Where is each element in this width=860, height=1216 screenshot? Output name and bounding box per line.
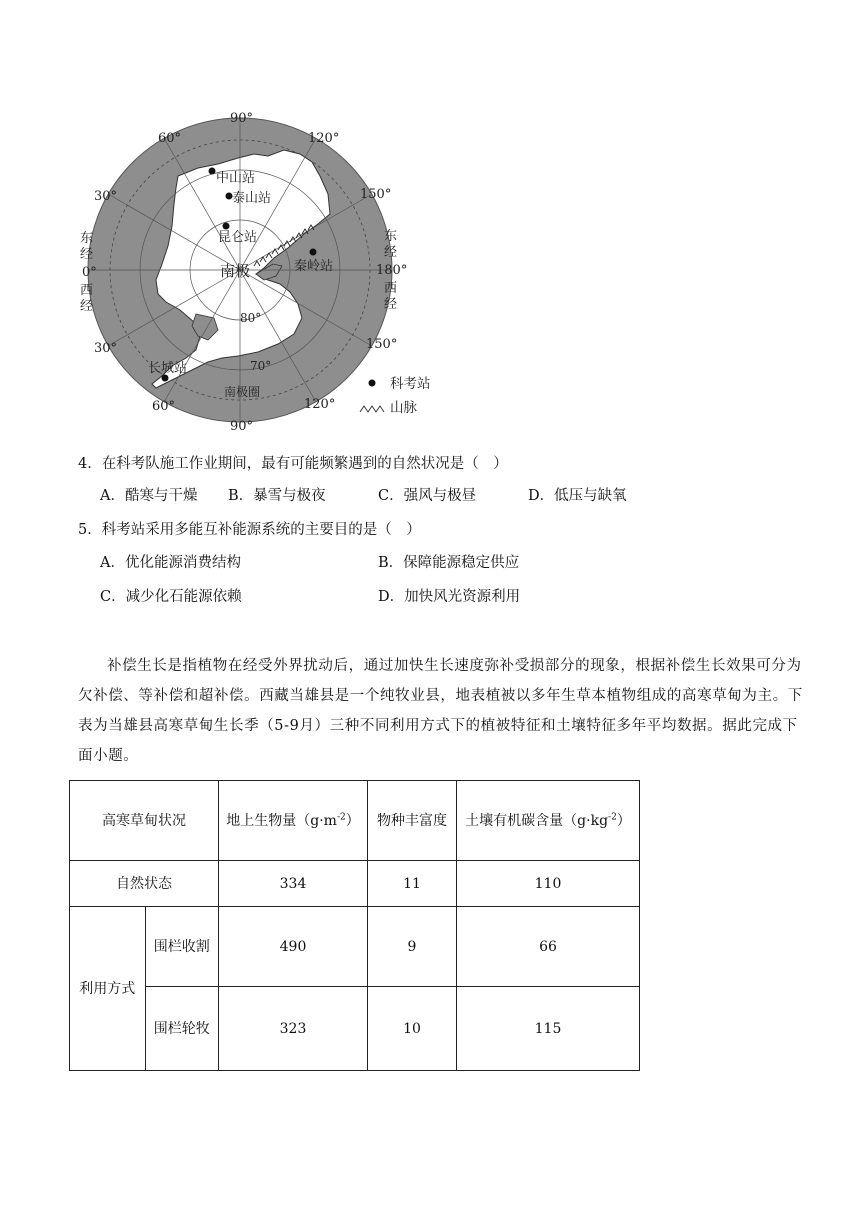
zhongshan-station-label: 中山站 bbox=[216, 171, 256, 186]
lon-label-120w: 120° bbox=[304, 397, 336, 412]
qinling-station-label: 秦岭站 bbox=[294, 259, 334, 274]
question-4-stem: 4．在科考队施工作业期间，最有可能频繁遇到的自然状况是（ ） bbox=[78, 456, 508, 472]
passage-text: 补偿生长是指植物在经受外界扰动后，通过加快生长速度弥补受损部分的现象，根据补偿生长效果可分为欠补偿、等补偿和超补偿。西藏当雄县是一个纯牧业县，地表植被以多年生草本植物组成的高寒草甸为主。下表为当雄县高寒草甸生长季（5-9月）三种不同利用方式下的植被特征和土壤特征多年平均数据。据此完成下面小题。 bbox=[78, 658, 803, 764]
header-carbon: 土壤有机碳含量$(g\cdot kg^{-2})$ bbox=[457, 781, 640, 861]
kunlun-station-marker bbox=[223, 223, 230, 230]
lon-label-0: 0° bbox=[82, 265, 97, 280]
question-5-stem: 5．科考站采用多能互补能源系统的主要目的是（ ） bbox=[78, 522, 421, 538]
legend-station-label: 科考站 bbox=[390, 376, 431, 392]
east-char-right: 东 bbox=[384, 229, 398, 244]
row-natural-richness: 11 bbox=[368, 861, 457, 907]
question-4-option-b[interactable]: B．暴雪与极夜 bbox=[228, 488, 326, 504]
question-4-option-d[interactable]: D．低压与缺氧 bbox=[528, 488, 627, 504]
legend-station-marker bbox=[369, 380, 376, 387]
row-harvest-richness: 9 bbox=[368, 907, 457, 987]
row-grazing-label: 围栏轮牧 bbox=[145, 987, 218, 1071]
lon-label-30e: 30° bbox=[94, 189, 118, 204]
header-richness: 物种丰富度 bbox=[368, 781, 457, 861]
question-4-option-c[interactable]: C．强风与极昼 bbox=[378, 488, 477, 504]
legend-mountain-label: 山脉 bbox=[390, 400, 417, 416]
east-char-left: 东 bbox=[80, 231, 94, 246]
table-row bbox=[70, 987, 640, 1071]
antarctic-circle-label: 南极圈 bbox=[224, 385, 261, 399]
header-status: 高寒草甸状况 bbox=[70, 781, 219, 861]
west-char-left: 西 bbox=[80, 283, 94, 298]
row-grazing-carbon: 115 bbox=[457, 987, 640, 1071]
lon-label-30w: 30° bbox=[94, 341, 118, 356]
meadow-data-table bbox=[69, 780, 640, 1071]
row-grazing-biomass: 323 bbox=[219, 987, 368, 1071]
usage-group-label: 利用方式 bbox=[70, 907, 146, 1071]
lon-label-60w: 60° bbox=[152, 399, 176, 414]
table-row bbox=[70, 861, 640, 907]
legend-mountain-symbol bbox=[360, 406, 384, 412]
antarctica-map bbox=[68, 104, 448, 440]
table-header-row bbox=[70, 781, 640, 861]
kunlun-station-label: 昆仑站 bbox=[218, 230, 258, 245]
jing-char-left-2: 经 bbox=[80, 299, 94, 314]
jing-char-left: 经 bbox=[80, 247, 94, 262]
question-5-option-a[interactable]: A．优化能源消费结构 bbox=[100, 555, 241, 571]
row-natural-label: 自然状态 bbox=[70, 861, 219, 907]
row-grazing-richness: 10 bbox=[368, 987, 457, 1071]
lat-label-70: 70° bbox=[250, 359, 272, 373]
question-5-option-b[interactable]: B．保障能源稳定供应 bbox=[378, 555, 520, 571]
header-biomass: 地上生物量$(g\cdot m^{-2})$ bbox=[219, 781, 368, 861]
row-harvest-biomass: 490 bbox=[219, 907, 368, 987]
changcheng-station-label: 长城站 bbox=[148, 361, 188, 376]
south-pole-label: 南极 bbox=[220, 262, 251, 280]
question-4-option-a[interactable]: A．酷寒与干燥 bbox=[100, 488, 198, 504]
row-natural-biomass: 334 bbox=[219, 861, 368, 907]
lon-label-180: 180° bbox=[376, 263, 408, 278]
taishan-station-label: 泰山站 bbox=[232, 191, 272, 206]
row-harvest-label: 围栏收割 bbox=[145, 907, 218, 987]
lon-label-150w: 150° bbox=[366, 337, 398, 352]
row-harvest-carbon: 66 bbox=[457, 907, 640, 987]
lon-label-60e: 60° bbox=[158, 131, 182, 146]
jing-char-right: 经 bbox=[384, 245, 398, 260]
question-5-option-d[interactable]: D．加快风光资源利用 bbox=[378, 589, 521, 605]
table-row bbox=[70, 907, 640, 987]
qinling-station-marker bbox=[310, 249, 317, 256]
question-5-option-c[interactable]: C．减少化石能源依赖 bbox=[100, 589, 242, 605]
lon-label-top: 90° bbox=[230, 111, 254, 126]
lon-label-120e: 120° bbox=[308, 131, 340, 146]
west-char-right: 西 bbox=[384, 281, 398, 296]
jing-char-right-2: 经 bbox=[384, 297, 398, 312]
lon-label-150e: 150° bbox=[360, 187, 392, 202]
zhongshan-station-marker bbox=[209, 168, 216, 175]
row-natural-carbon: 110 bbox=[457, 861, 640, 907]
lon-label-bottom: 90° bbox=[230, 419, 254, 434]
lat-label-80: 80° bbox=[240, 311, 262, 325]
